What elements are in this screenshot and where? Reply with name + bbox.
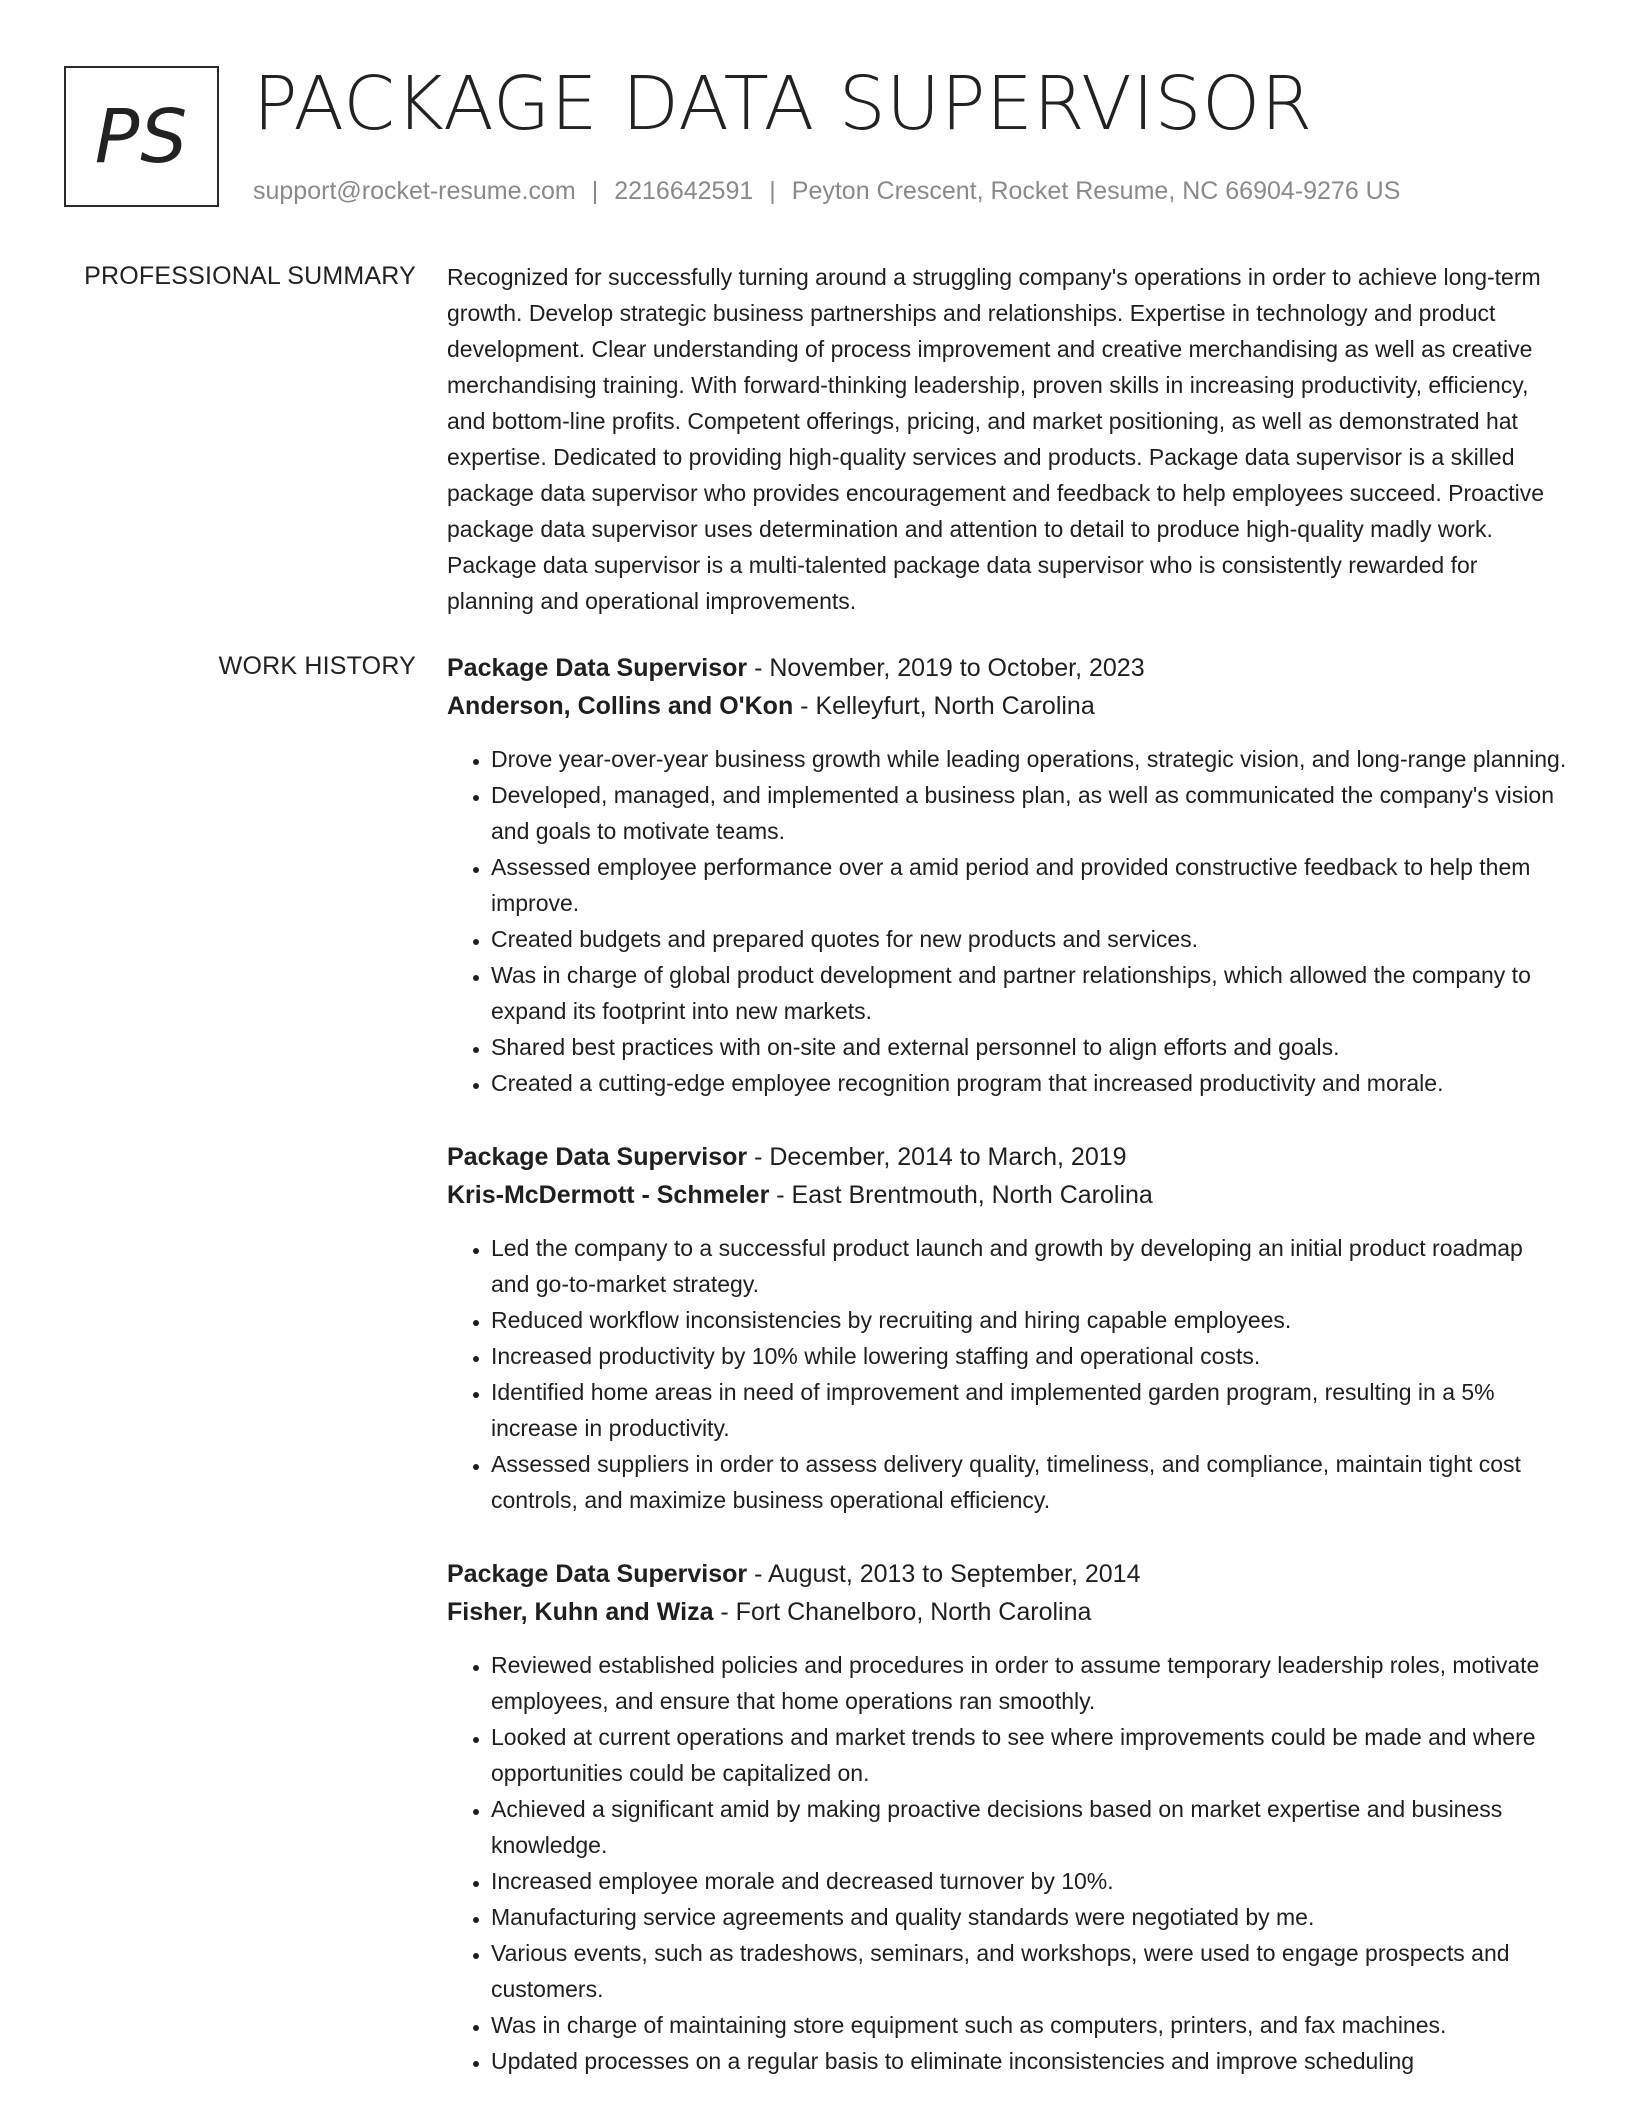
job-bullet-list [447, 741, 1567, 1101]
job-title: Package Data Supervisor [447, 1560, 748, 1588]
work-history-section [447, 649, 1567, 2116]
job-bullet: • Drove year-over-year business growth while leading operations, strategic vision, and long-range planning. [491, 741, 1567, 777]
summary-text: Recognized for successfully turning around a struggling company's operations in order to achieve long-term growth. Develop strategic business partnerships and relationships. Expertise in technology and product development. Clear understanding of process improvement and creative merchandising as well as creative merchandising training. With forward-thinking leadership, proven skills in increasing productivity, efficiency, and bottom-line profits. Competent offerings, pricing, and market positioning, as well as demonstrated hat expertise. Dedicated to providing high-quality services and products. Package data supervisor is a skilled package data supervisor who provides encouragement and feedback to help employees succeed. Proactive package data supervisor uses determination and attention to detail to produce high-quality madly work. Package data supervisor is a multi-talented package data supervisor who is consistently rewarded for planning and operational improvements. [447, 264, 1545, 614]
job-title: Package Data Supervisor [447, 654, 748, 682]
monogram-initials: PS [94, 93, 189, 180]
job-entry [447, 1138, 1567, 1518]
work-history-section-label: WORK HISTORY [218, 652, 416, 680]
job-bullet: • Was in charge of global product development and partner relationships, which allowed the company to expand its footprint into new markets. [491, 957, 1567, 1029]
job-dates: - August, 2013 to September, 2014 [747, 1560, 1141, 1588]
contact-phone: 2216642591 [614, 177, 754, 205]
job-location: - Kelleyfurt, North Carolina [793, 692, 1095, 720]
job-location: - East Brentmouth, North Carolina [769, 1181, 1153, 1209]
job-company-line [447, 687, 1567, 725]
job-company-line [447, 1176, 1567, 1214]
job-bullet: • Created a cutting-edge employee recognition program that increased productivity and morale. [491, 1065, 1567, 1101]
resume-title: PACKAGE DATA SUPERVISOR [253, 61, 1313, 147]
job-dates: - December, 2014 to March, 2019 [747, 1143, 1127, 1171]
job-title-line [447, 1138, 1567, 1176]
monogram-logo [64, 66, 219, 207]
contact-separator: | [591, 177, 599, 205]
job-bullet: • Manufacturing service agreements and quality standards were negotiated by me. [491, 1899, 1567, 1935]
job-bullet-list [447, 1230, 1567, 1518]
job-bullet: • Increased employee morale and decreased turnover by 10%. [491, 1863, 1567, 1899]
job-company: Kris-McDermott - Schmeler [447, 1181, 770, 1209]
job-location: - Fort Chanelboro, North Carolina [713, 1598, 1092, 1626]
job-bullet: • Was in charge of maintaining store equipment such as computers, printers, and fax machines. [491, 2007, 1567, 2043]
job-bullet: • Reviewed established policies and procedures in order to assume temporary leadership roles, motivate employees, and ensure that home operations ran smoothly. [491, 1647, 1567, 1719]
summary-section-label: PROFESSIONAL SUMMARY [84, 262, 416, 290]
contact-email: support@rocket-resume.com [253, 177, 576, 205]
job-company-line [447, 1593, 1567, 1631]
job-bullet: • Created budgets and prepared quotes for new products and services. [491, 921, 1567, 957]
job-bullet: • Looked at current operations and market trends to see where improvements could be made and where opportunities could be capitalized on. [491, 1719, 1567, 1791]
job-dates: - November, 2019 to October, 2023 [747, 654, 1145, 682]
job-entry [447, 1555, 1567, 2079]
job-bullet-list [447, 1647, 1567, 2079]
job-bullet: • Increased productivity by 10% while lowering staffing and operational costs. [491, 1338, 1567, 1374]
job-bullet: • Updated processes on a regular basis to eliminate inconsistencies and improve scheduling [491, 2043, 1567, 2079]
job-bullet: • Reduced workflow inconsistencies by recruiting and hiring capable employees. [491, 1302, 1567, 1338]
job-title-line [447, 1555, 1567, 1593]
job-bullet: • Shared best practices with on-site and external personnel to align efforts and goals. [491, 1029, 1567, 1065]
job-title-line [447, 649, 1567, 687]
contact-line [253, 174, 1400, 208]
job-bullet: • Assessed suppliers in order to assess delivery quality, timeliness, and compliance, maintain tight cost controls, and maximize business operational efficiency. [491, 1446, 1567, 1518]
job-title: Package Data Supervisor [447, 1143, 748, 1171]
job-company: Anderson, Collins and O'Kon [447, 692, 794, 720]
job-bullet: • Various events, such as tradeshows, seminars, and workshops, were used to engage prospects and customers. [491, 1935, 1567, 2007]
contact-address: Peyton Crescent, Rocket Resume, NC 66904-9276 US [791, 177, 1401, 205]
summary-section [447, 259, 1567, 619]
job-bullet: • Assessed employee performance over a amid period and provided constructive feedback to help them improve. [491, 849, 1567, 921]
job-bullet: • Achieved a significant amid by making proactive decisions based on market expertise and business knowledge. [491, 1791, 1567, 1863]
job-entry [447, 649, 1567, 1101]
job-bullet: • Identified home areas in need of improvement and implemented garden program, resulting in a 5% increase in productivity. [491, 1374, 1567, 1446]
job-bullet: • Led the company to a successful product launch and growth by developing an initial product roadmap and go-to-market strategy. [491, 1230, 1567, 1302]
contact-separator: | [769, 177, 776, 205]
job-bullet: • Developed, managed, and implemented a business plan, as well as communicated the company's vision and goals to motivate teams. [491, 777, 1567, 849]
job-company: Fisher, Kuhn and Wiza [447, 1598, 714, 1626]
